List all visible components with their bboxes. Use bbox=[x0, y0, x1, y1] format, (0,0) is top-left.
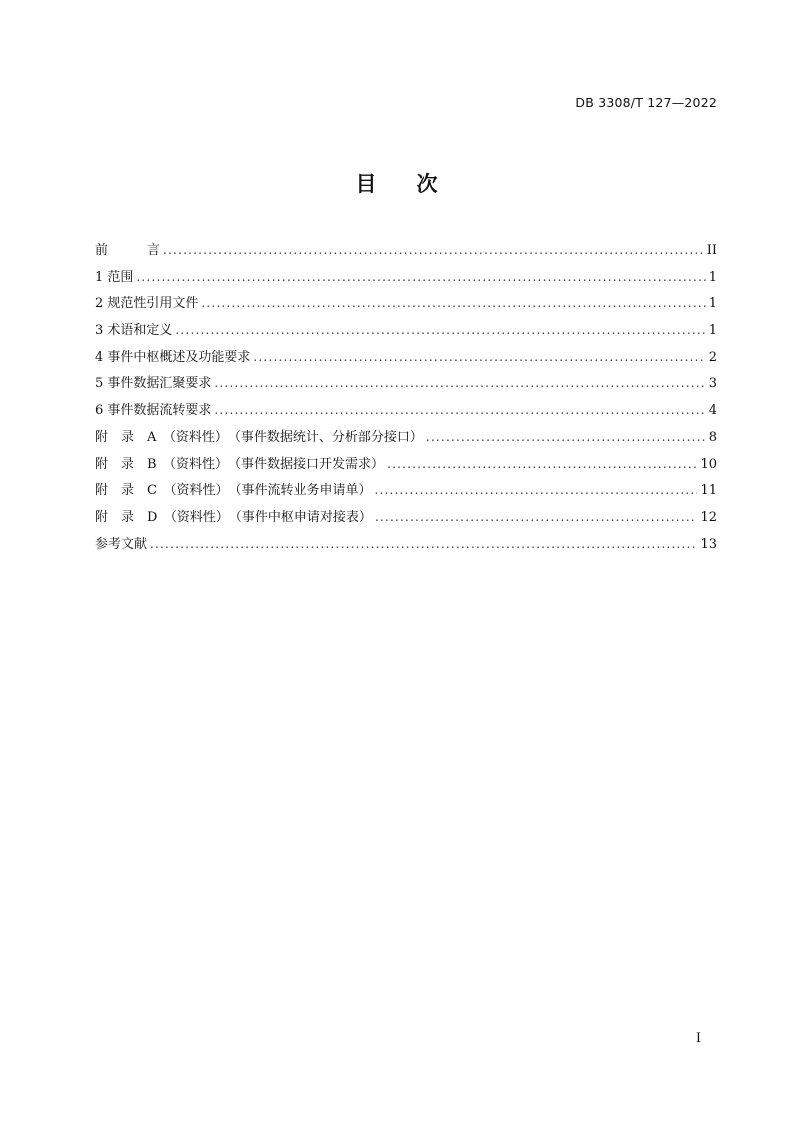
toc-entry-label: 1 范围 bbox=[95, 269, 134, 285]
toc-entry-data-aggregation[interactable] bbox=[95, 372, 717, 399]
toc-entry-foreword[interactable] bbox=[95, 239, 717, 266]
toc-entry-scope[interactable] bbox=[95, 266, 717, 293]
toc-entry-page: 8 bbox=[708, 429, 717, 445]
toc-entry-normative-references[interactable] bbox=[95, 292, 717, 319]
dot-leader bbox=[426, 430, 706, 444]
table-of-contents bbox=[95, 239, 717, 559]
toc-entry-page: 3 bbox=[708, 376, 717, 392]
toc-entry-overview-functions[interactable] bbox=[95, 346, 717, 373]
toc-entry-page: 13 bbox=[700, 536, 717, 552]
toc-entry-page: 12 bbox=[700, 509, 717, 525]
dot-leader bbox=[214, 403, 705, 417]
toc-entry-label: 5 事件数据汇聚要求 bbox=[95, 376, 212, 392]
toc-entry-label: 3 术语和定义 bbox=[95, 323, 173, 339]
toc-entry-page: 2 bbox=[708, 349, 717, 365]
page-title bbox=[0, 168, 793, 198]
dot-leader bbox=[201, 296, 705, 310]
standard-code: DB 3308/T 127—2022 bbox=[575, 95, 717, 110]
toc-entry-terms-definitions[interactable] bbox=[95, 319, 717, 346]
dot-leader bbox=[175, 323, 705, 337]
dot-leader bbox=[150, 537, 697, 551]
toc-entry-label: 附 录 C （资料性） （事件流转业务申请单） bbox=[95, 483, 372, 499]
toc-entry-label: 2 规范性引用文件 bbox=[95, 296, 199, 312]
toc-entry-label: 附 录 D （资料性） （事件中枢申请对接表） bbox=[95, 509, 372, 525]
page-number: I bbox=[695, 1031, 701, 1046]
toc-entry-label: 6 事件数据流转要求 bbox=[95, 403, 212, 419]
toc-entry-appendix-d[interactable] bbox=[95, 506, 717, 533]
dot-leader bbox=[163, 243, 704, 257]
page-title-left: 目 bbox=[355, 172, 377, 196]
toc-entry-appendix-c[interactable] bbox=[95, 479, 717, 506]
toc-entry-page: II bbox=[706, 243, 717, 258]
toc-entry-label: 4 事件中枢概述及功能要求 bbox=[95, 349, 251, 365]
dot-leader bbox=[375, 510, 698, 524]
toc-entry-appendix-b[interactable] bbox=[95, 453, 717, 480]
toc-entry-page: 11 bbox=[700, 483, 717, 499]
toc-entry-label: 附 录 B （资料性） （事件数据接口开发需求） bbox=[95, 456, 385, 472]
toc-entry-page: 1 bbox=[708, 269, 717, 285]
toc-entry-label: 前 言 bbox=[95, 243, 161, 258]
dot-leader bbox=[387, 457, 697, 471]
toc-entry-page: 10 bbox=[700, 456, 717, 472]
page-title-right: 次 bbox=[416, 172, 438, 196]
toc-entry-label: 附 录 A （资料性） （事件数据统计、分析部分接口） bbox=[95, 429, 423, 445]
dot-leader bbox=[253, 350, 705, 364]
toc-entry-appendix-a[interactable] bbox=[95, 426, 717, 453]
dot-leader bbox=[214, 376, 705, 390]
dot-leader bbox=[136, 270, 705, 284]
toc-entry-page: 4 bbox=[708, 403, 717, 419]
toc-entry-page: 1 bbox=[708, 323, 717, 339]
toc-entry-page: 1 bbox=[708, 296, 717, 312]
toc-entry-bibliography[interactable] bbox=[95, 533, 717, 560]
toc-entry-label: 参考文献 bbox=[95, 536, 148, 552]
dot-leader bbox=[374, 483, 697, 497]
toc-entry-data-flow[interactable] bbox=[95, 399, 717, 426]
